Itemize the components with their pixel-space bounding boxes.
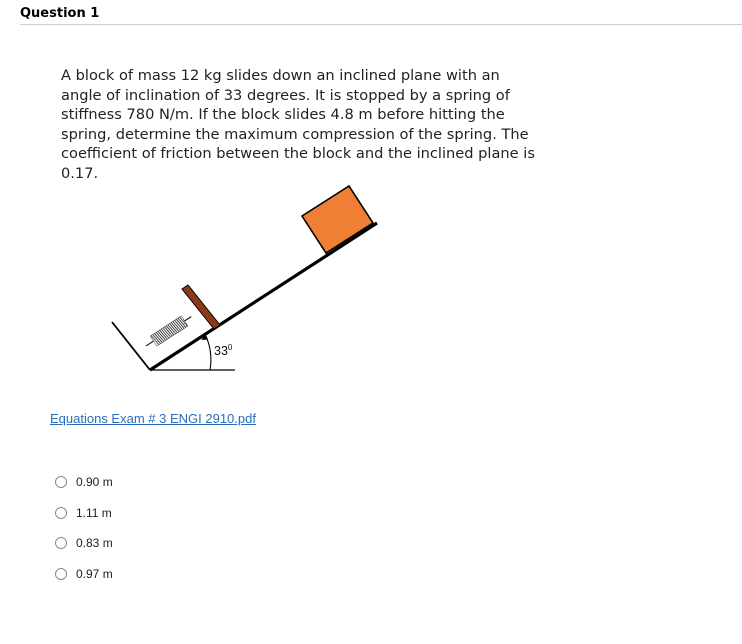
angle-label: $33^0$ xyxy=(214,343,233,358)
option-1-label: 0.90 m xyxy=(76,475,113,489)
option-1[interactable] xyxy=(55,473,113,491)
question-text: A block of mass 12 kg slides down an inclined plane with an angle of inclination of 33 degrees. It is stopped by a spring of stiffness 780 N/m. If the block slides 4.8 m before hitting the spring, determine the maximum compression of the spring. The coefficient of friction between the block and the inclined plane is 0.17. xyxy=(61,67,535,182)
option-2-radio[interactable] xyxy=(55,507,67,519)
option-1-radio[interactable] xyxy=(55,476,67,488)
attachment-link[interactable]: Equations Exam # 3 ENGI 2910.pdf xyxy=(50,411,256,426)
option-3[interactable] xyxy=(55,534,113,552)
option-3-label: 0.83 m xyxy=(76,536,113,550)
incline-surface xyxy=(150,223,377,370)
wall-line xyxy=(112,322,150,370)
option-4-label: 0.97 m xyxy=(76,567,113,581)
sliding-block xyxy=(302,186,373,253)
option-4-radio[interactable] xyxy=(55,568,67,580)
spring-plate xyxy=(182,285,220,329)
question-title: Question 1 xyxy=(20,6,100,21)
option-2[interactable] xyxy=(55,504,112,522)
option-4[interactable] xyxy=(55,565,113,583)
option-2-label: 1.11 m xyxy=(76,506,112,520)
option-3-radio[interactable] xyxy=(55,537,67,549)
